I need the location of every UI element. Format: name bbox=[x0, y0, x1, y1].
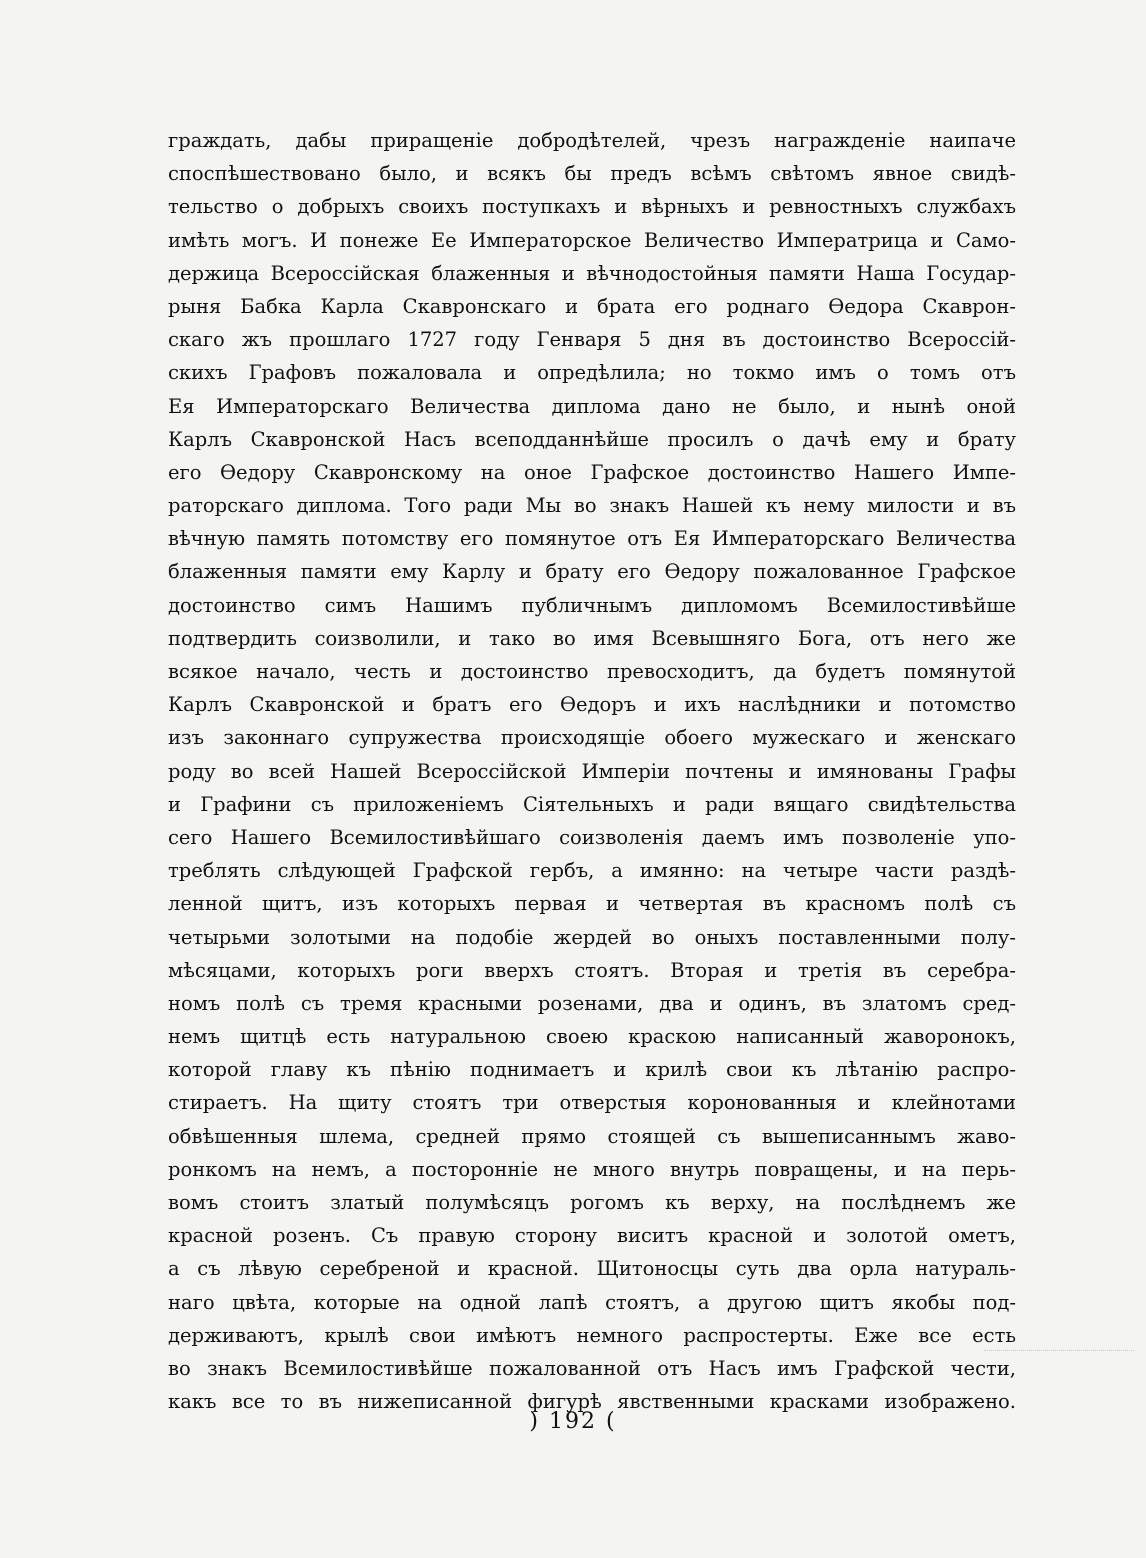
text-line: обвѣшенныя шлема, средней прямо стоящей съ вышеписаннымъ жаво- bbox=[168, 1124, 1016, 1148]
text-line: достоинство симъ Нашимъ публичнымъ дипломомъ Всемилостивѣйше bbox=[168, 593, 1016, 617]
margin-dotted-mark bbox=[984, 1350, 1134, 1352]
text-line: держица Всероссійская блаженныя и вѣчнодостойныя памяти Наша Государ- bbox=[168, 261, 1016, 285]
document-body-text bbox=[168, 124, 1016, 1418]
text-line: мѣсяцами, которыхъ роги вверхъ стоятъ. Вторая и третія въ серебра- bbox=[168, 958, 1016, 982]
text-line: во знакъ Всемилостивѣйше пожалованной отъ Насъ имъ Графской чести, bbox=[168, 1356, 1016, 1380]
text-line: рыня Бабка Карла Скавронскаго и брата его роднаго Ѳедора Скаврон- bbox=[168, 294, 1016, 318]
text-line: тельство о добрыхъ своихъ поступкахъ и вѣрныхъ и ревностныхъ службахъ bbox=[168, 195, 1016, 219]
text-line: Ея Императорскаго Величества диплома дано не было, и нынѣ оной bbox=[168, 394, 1016, 418]
text-line: блаженныя памяти ему Карлу и брату его Ѳедору пожалованное Графское bbox=[168, 560, 1016, 584]
text-line: имѣть могъ. И понеже Ее Императорское Величество Императрица и Само- bbox=[168, 228, 1016, 252]
text-line: изъ законнаго супружества происходящіе обоего мужескаго и женскаго bbox=[168, 726, 1016, 750]
text-line: которой главу къ пѣнію поднимаетъ и крилѣ свои къ лѣтанію распро- bbox=[168, 1058, 1016, 1082]
text-line: Карлъ Скавронской Насъ всеподданнѣйше просилъ о дачѣ ему и брату bbox=[168, 427, 1016, 451]
text-line: держиваютъ, крылѣ свои имѣютъ немного распростерты. Еже все есть bbox=[168, 1323, 1016, 1347]
text-line: сего Нашего Всемилостивѣйшаго соизволенія даемъ имъ позволеніе упо- bbox=[168, 825, 1016, 849]
text-line: немъ щитцѣ есть натуральною своею краскою написанный жаворонокъ, bbox=[168, 1025, 1016, 1049]
text-line: скаго жъ прошлаго 1727 году Генваря 5 дня въ достоинство Всероссій- bbox=[168, 328, 1016, 352]
text-line: Карлъ Скавронской и братъ его Ѳедоръ и ихъ наслѣдники и потомство bbox=[168, 693, 1016, 717]
text-line: подтвердить соизволили, и тако во имя Всевышняго Бога, отъ него же bbox=[168, 626, 1016, 650]
text-line: его Ѳедору Скавронскому на оное Графское достоинство Нашего Импе- bbox=[168, 460, 1016, 484]
text-line: номъ полѣ съ тремя красными розенами, два и одинъ, въ златомъ сред- bbox=[168, 991, 1016, 1015]
text-line: скихъ Графовъ пожаловала и опредѣлила; но токмо имъ о томъ отъ bbox=[168, 361, 1016, 385]
text-line: всякое начало, честь и достоинство превосходитъ, да будетъ помянутой bbox=[168, 660, 1016, 683]
text-line: вѣчную память потомству его помянутое отъ Ея Императорскаго Величества bbox=[168, 527, 1016, 551]
page-number: ) 192 ( bbox=[529, 1409, 617, 1434]
text-line: а съ лѣвую серебреной и красной. Щитоносцы суть два орла натураль- bbox=[168, 1257, 1016, 1281]
text-line: вомъ стоитъ златый полумѣсяцъ рогомъ къ верху, на послѣднемъ же bbox=[168, 1191, 1016, 1214]
text-line: треблять слѣдующей Графской гербъ, а имянно: на четыре части раздѣ- bbox=[168, 859, 1016, 883]
text-line: красной розенъ. Съ правую сторону виситъ красной и золотой ометъ, bbox=[168, 1224, 1016, 1248]
text-line: стираетъ. На щиту стоятъ три отверстыя коронованныя и клейнотами bbox=[168, 1091, 1016, 1115]
text-line: споспѣшествовано было, и всякъ бы предъ всѣмъ свѣтомъ явное свидѣ- bbox=[168, 162, 1016, 186]
text-line: четырьми золотыми на подобіе жердей во оныхъ поставленными полу- bbox=[168, 925, 1016, 949]
text-line: роду во всей Нашей Всероссійской Имперіи почтены и имянованы Графы bbox=[168, 759, 1016, 783]
text-line: ленной щитъ, изъ которыхъ первая и четвертая въ красномъ полѣ съ bbox=[168, 892, 1016, 916]
text-line: раторскаго диплома. Того ради Мы во знакъ Нашей къ нему милости и въ bbox=[168, 494, 1016, 518]
text-line: ронкомъ на немъ, а посторонніе не много внутрь повращены, и на перь- bbox=[168, 1157, 1016, 1181]
text-line: и Графини съ приложеніемъ Сіятельныхъ и ради вящаго свидѣтельства bbox=[168, 792, 1016, 816]
text-line: какъ все то въ нижеписанной фигурѣ явственными красками изображено. bbox=[168, 1390, 1016, 1414]
text-line: наго цвѣта, которые на одной лапѣ стоятъ, а другою щитъ якобы под- bbox=[168, 1290, 1016, 1314]
text-line: граждать, дабы приращеніе добродѣтелей, чрезъ награжденіе наипаче bbox=[168, 129, 1016, 152]
